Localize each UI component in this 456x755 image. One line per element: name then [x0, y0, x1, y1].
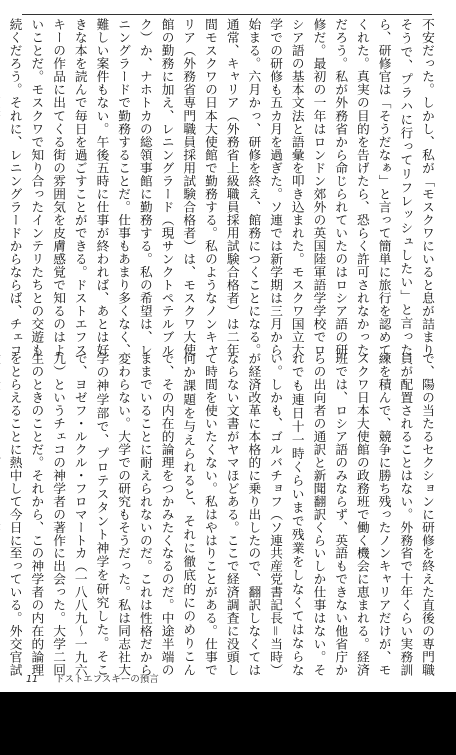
page-footer [26, 671, 159, 685]
lower-body-text: で、陽の当たるセクションに研修を終えた直後の専門職員が配置されることはない。外務省で十年くらい実務訓練を積んで、競争に勝ち残ったノンキャリアだけが、モスクワ日本大使館の政務班で働く機会に恵まれる。経済班では、ロシア語のみならず、英語もできない他省庁からの出向者の通訳と新聞翻訳くらいしか仕事はない。それでも連日十一時くらいまで残業をしなくてはならない。しかも、ゴルバチョフ（ソ連共産党書記長＝当時）が経済改革に本格的に乗り出したので、翻訳しなくてはならない文書がヤマほどある。ここで経済調査に没頭して時間を使いたくない。私はやはりことがある。仕事で何か課題を与えられると、それに徹底的にのめりこんで、その内在的論理をつかみたくなるのだ。中途半端のままでいることに耐えられないのだ。これは性格だから変わらない。大学での研究もそうだった。私は同志社大学の神学部で、プロテスタント神学を研究した。そこで、ヨゼフ・ルクル・フロマートカ（一八八九～一九六九）というチェコの神学者の著作に出会った。大学二回生のときのことだ。それから、この神学者の内在的論理をとらえることに熱中して今日に至っている。外交官試 [7, 352, 435, 676]
page-number: 11 [26, 674, 39, 685]
upper-text-block [7, 18, 438, 356]
lower-text-block [7, 352, 438, 676]
running-title: ドストエフスキーの預言 [55, 674, 159, 685]
upper-body-text: 不安だった。しかし、私が「モスクワにいると息が詰まりそうで、プラハに行ってリフレッシュしたい」と言ったら、研修官は「そうだなぁ」と言って簡単に旅行を認めてくれた。真実の目的を告げたら、恐らく許可されなかっただろう。私が外務省から命じられていたのはロシア語の研修だ。最初の一年はロンドン郊外の英国陸軍語学学校でロシア語の基本文法と語彙を叩き込まれた。モスクワ国立大学での研修も五カ月を過ぎた。ソ連では新学期は三月から始まる。六月かっ、研修を終え、館務につくことになる。通常、キャリア（外務省上級職員採用試験合格者）は二年間モスクワの日本大使館で勤務する。私のようなノンキャリア（外務省専門職員採用試験合格者）は、モスクワ大使館の勤務に加え、レニングラード（現サンクトペテルブルク）か、ナホトカの総領事館に勤務する。私の希望は、レニングラードで勤務することだ。仕事もあまり多くなく、難しい案件もない。午後五時に仕事が終われば、あとは好きな本を読んで毎日を過ごすことができる。ドストエフスキーの作品に出てくる街の雰囲気を皮膚感覚で知るのはよいことだ。モスクワで知り合ったインテリたちとの交遊も続くだろう。それに、レニングラードからならば、チェコ [7, 18, 435, 356]
top-rule [22, 14, 432, 15]
